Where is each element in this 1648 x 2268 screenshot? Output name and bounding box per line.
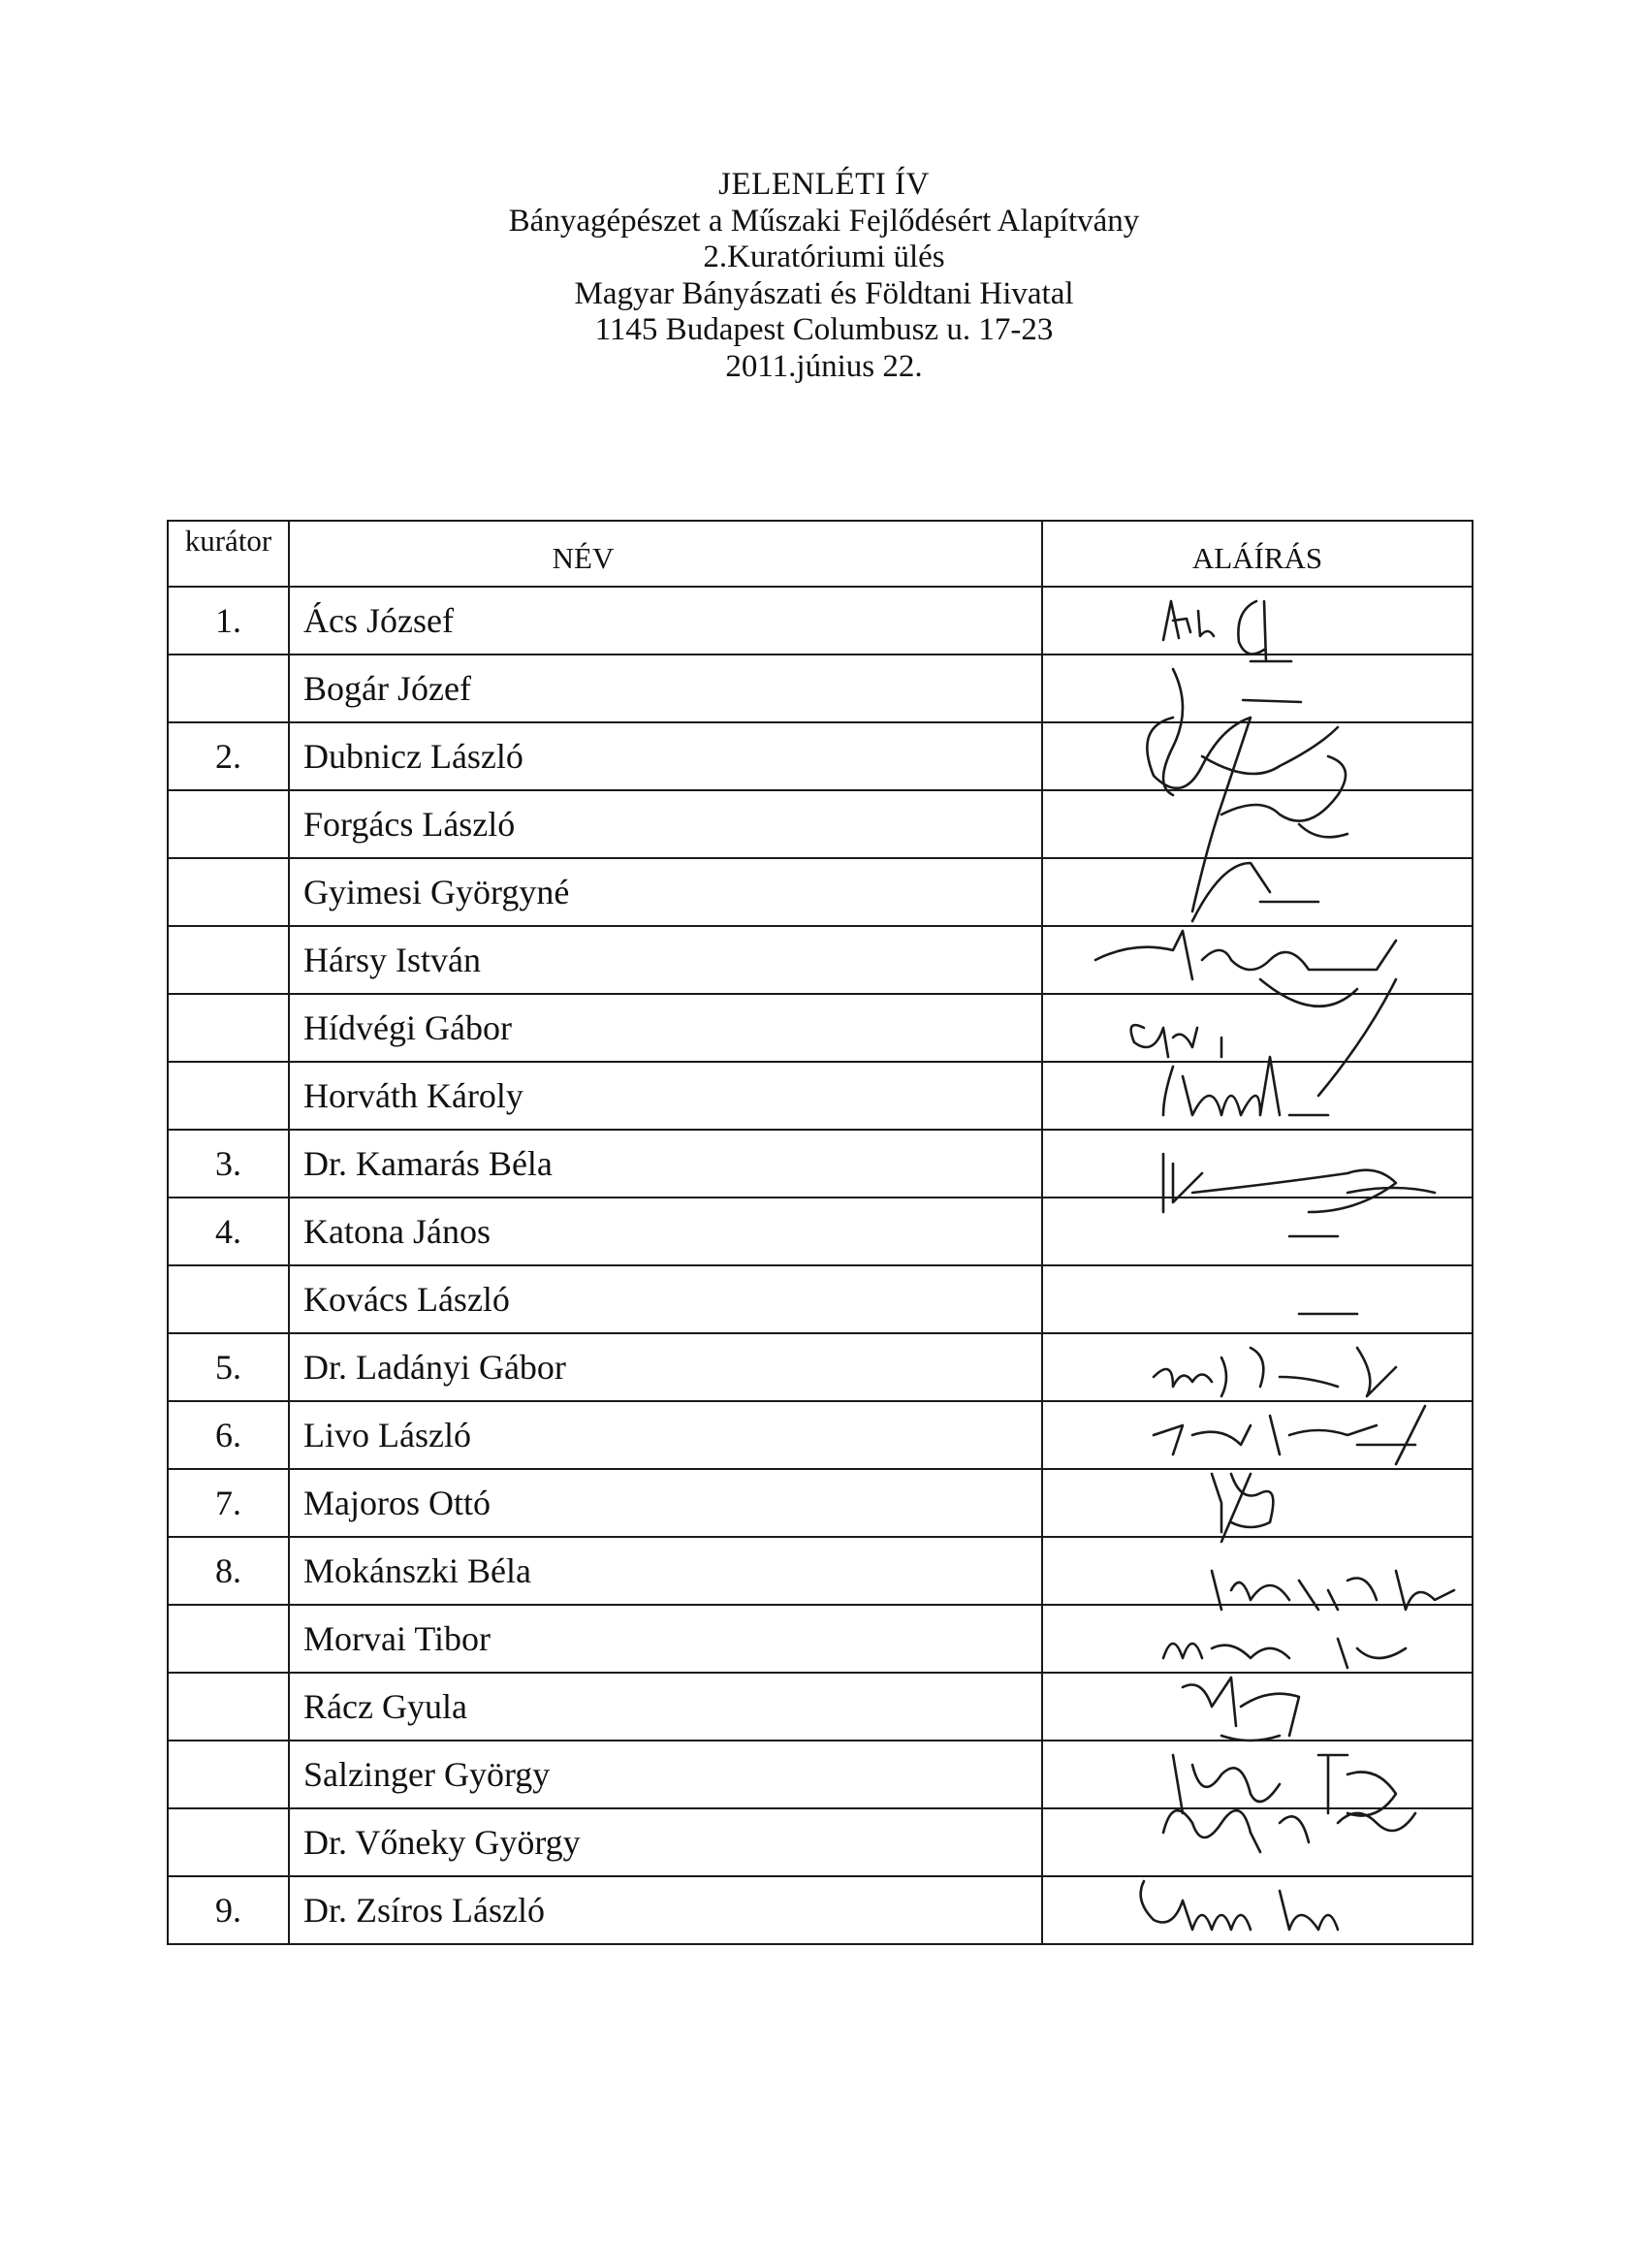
kurator-number [168, 1808, 289, 1876]
attendee-name: Ács József [289, 587, 1042, 655]
table-row [168, 1265, 1473, 1333]
foundation-name: Bányagépészet a Műszaki Fejlődésért Alapítvány [508, 203, 1140, 239]
kurator-number: 3. [168, 1130, 289, 1198]
signature-cell [1042, 1876, 1473, 1944]
attendee-name: Horváth Károly [289, 1062, 1042, 1130]
attendee-name: Kovács László [289, 1265, 1042, 1333]
column-header-nev: NÉV [289, 521, 1042, 587]
table-row [168, 1469, 1473, 1537]
attendee-name: Dr. Kamarás Béla [289, 1130, 1042, 1198]
table-row [168, 1198, 1473, 1265]
kurator-number: 5. [168, 1333, 289, 1401]
kurator-number [168, 790, 289, 858]
attendee-name: Rácz Gyula [289, 1673, 1042, 1741]
attendee-name: Dr. Vőneky György [289, 1808, 1042, 1876]
attendee-name: Salzinger György [289, 1741, 1042, 1808]
document-header [0, 167, 1648, 385]
attendee-name: Dr. Zsíros László [289, 1876, 1042, 1944]
signature-cell [1042, 1808, 1473, 1876]
attendee-name: Bogár Józef [289, 655, 1042, 722]
table-row [168, 1401, 1473, 1469]
kurator-number [168, 926, 289, 994]
kurator-number: 2. [168, 722, 289, 790]
signature-cell [1042, 1741, 1473, 1808]
table-row [168, 1537, 1473, 1605]
attendee-name: Majoros Ottó [289, 1469, 1042, 1537]
table-row [168, 1605, 1473, 1673]
attendee-name: Morvai Tibor [289, 1605, 1042, 1673]
table-row [168, 1062, 1473, 1130]
table-row [168, 858, 1473, 926]
attendance-table [167, 520, 1474, 1945]
signature-cell [1042, 858, 1473, 926]
meeting-date: 2011.június 22. [725, 348, 923, 384]
signature-cell [1042, 1198, 1473, 1265]
venue-address: 1145 Budapest Columbusz u. 17-23 [594, 312, 1054, 347]
attendee-name: Gyimesi Györgyné [289, 858, 1042, 926]
kurator-number [168, 1062, 289, 1130]
kurator-number: 9. [168, 1876, 289, 1944]
kurator-number: 6. [168, 1401, 289, 1469]
kurator-number [168, 994, 289, 1062]
kurator-number [168, 655, 289, 722]
attendee-name: Dubnicz László [289, 722, 1042, 790]
column-header-alairas: ALÁÍRÁS [1042, 521, 1473, 587]
table-row [168, 587, 1473, 655]
signature-cell [1042, 1333, 1473, 1401]
signature-cell [1042, 1605, 1473, 1673]
table-row [168, 1876, 1473, 1944]
signature-cell [1042, 790, 1473, 858]
attendee-name: Forgács László [289, 790, 1042, 858]
table-row [168, 994, 1473, 1062]
kurator-number [168, 1673, 289, 1741]
signature-cell [1042, 1537, 1473, 1605]
signature-cell [1042, 1265, 1473, 1333]
signature-cell [1042, 587, 1473, 655]
kurator-number: 1. [168, 587, 289, 655]
signature-cell [1042, 722, 1473, 790]
signature-cell [1042, 1062, 1473, 1130]
signature-cell [1042, 1673, 1473, 1741]
venue-name: Magyar Bányászati és Földtani Hivatal [574, 275, 1074, 311]
signature-cell [1042, 1469, 1473, 1537]
attendee-name: Mokánszki Béla [289, 1537, 1042, 1605]
kurator-number: 8. [168, 1537, 289, 1605]
signature-cell [1042, 1401, 1473, 1469]
attendee-name: Livo László [289, 1401, 1042, 1469]
table-row [168, 1130, 1473, 1198]
kurator-number [168, 1741, 289, 1808]
table-row [168, 1808, 1473, 1876]
table-row [168, 1741, 1473, 1808]
signature-cell [1042, 1130, 1473, 1198]
table-row [168, 1333, 1473, 1401]
table-row [168, 1673, 1473, 1741]
attendee-name: Katona János [289, 1198, 1042, 1265]
table-row [168, 722, 1473, 790]
table-row [168, 790, 1473, 858]
signature-cell [1042, 655, 1473, 722]
kurator-number: 7. [168, 1469, 289, 1537]
document-title: JELENLÉTI ÍV [718, 167, 930, 202]
signature-cell [1042, 926, 1473, 994]
kurator-number: 4. [168, 1198, 289, 1265]
attendee-name: Hídvégi Gábor [289, 994, 1042, 1062]
table-row [168, 926, 1473, 994]
table-row [168, 655, 1473, 722]
attendee-name: Dr. Ladányi Gábor [289, 1333, 1042, 1401]
signature-cell [1042, 994, 1473, 1062]
kurator-number [168, 858, 289, 926]
kurator-number [168, 1265, 289, 1333]
column-header-kurator: kurátor [168, 521, 289, 587]
table-header-row [168, 521, 1473, 587]
attendee-name: Hársy István [289, 926, 1042, 994]
kurator-number [168, 1605, 289, 1673]
meeting-name: 2.Kuratóriumi ülés [703, 240, 945, 274]
